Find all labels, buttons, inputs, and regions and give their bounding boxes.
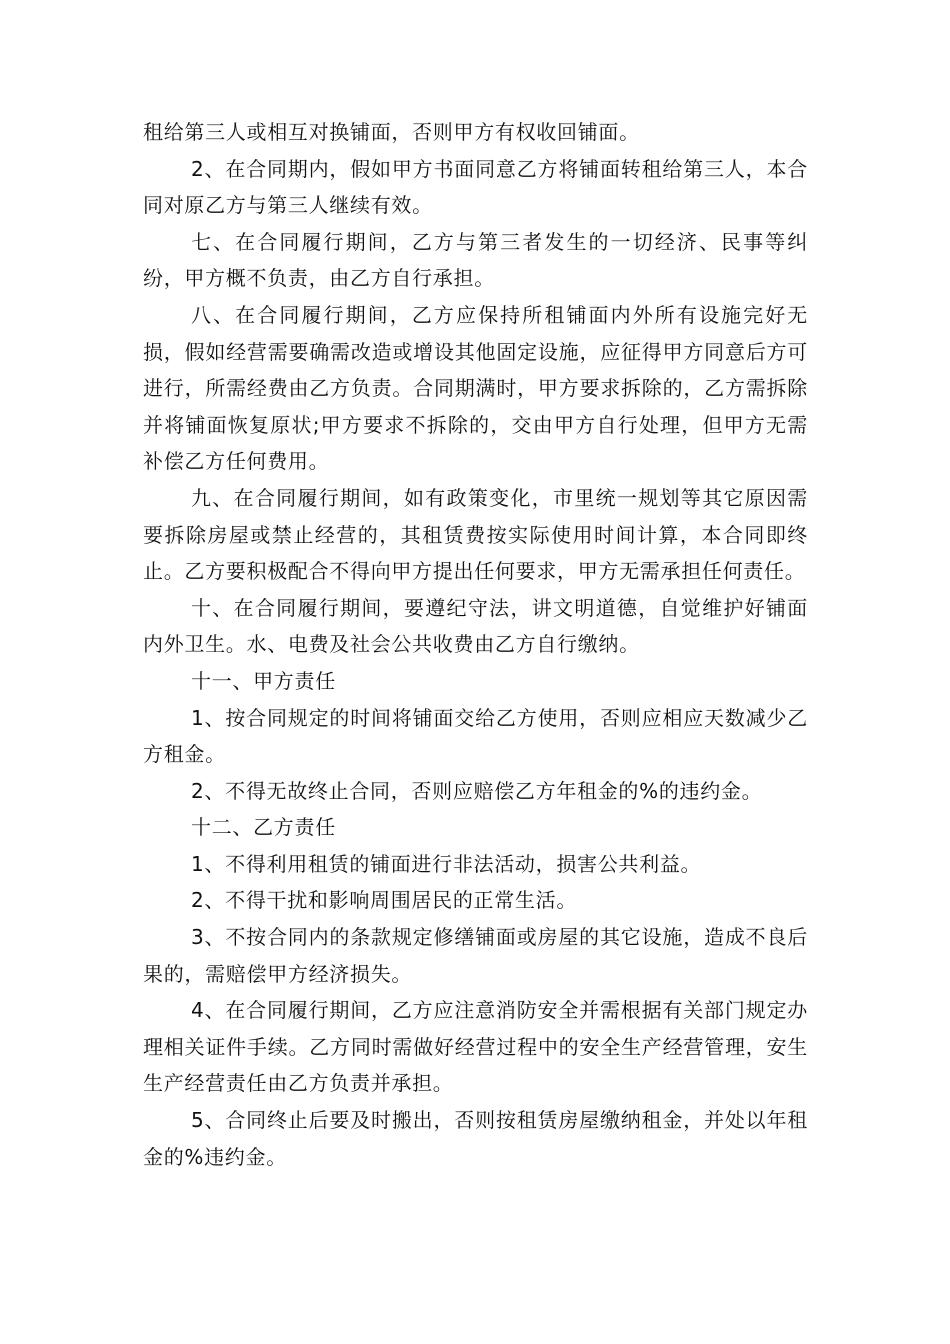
paragraph-sublet-continuation: 租给第三人或相互对换铺面，否则甲方有权收回铺面。 [143, 120, 640, 144]
paragraph-clause-7: 七、在合同履行期间，乙方与第三者发生的一切经济、民事等纠纷，甲方概不负责，由乙方自行承担。 [143, 229, 808, 291]
paragraph-sublet-consent: 2、在合同期内，假如甲方书面同意乙方将铺面转租给第三人，本合同对原乙方与第三人继续有效。 [143, 156, 808, 218]
paragraph-clause-11-item-2: 2、不得无故终止合同，否则应赔偿乙方年租金的%的违约金。 [191, 778, 763, 803]
contract-body [143, 114, 808, 1175]
heading-clause-12: 十二、乙方责任 [191, 815, 336, 840]
heading-clause-11: 十一、甲方责任 [191, 668, 336, 693]
paragraph-clause-11-item-1: 1、按合同规定的时间将铺面交给乙方使用，否则应相应天数减少乙方租金。 [143, 705, 808, 767]
paragraph-clause-12-item-1: 1、不得利用租赁的铺面进行非法活动，损害公共利益。 [191, 851, 702, 876]
paragraph-clause-12-item-4: 4、在合同履行期间，乙方应注意消防安全并需根据有关部门规定办理相关证件手续。乙方同时需做好经营过程中的安全生产经营管理，安生生产经营责任由乙方负责并承担。 [143, 998, 808, 1096]
paragraph-clause-12-item-3: 3、不按合同内的条款规定修缮铺面或房屋的其它设施，造成不良后果的，需赔偿甲方经济损失。 [143, 925, 808, 986]
paragraph-clause-12-item-2: 2、不得干扰和影响周围居民的正常生活。 [191, 888, 578, 913]
paragraph-clause-9: 九、在合同履行期间，如有政策变化，市里统一规划等其它原因需要拆除房屋或禁止经营的，其租赁费按实际使用时间计算，本合同即终止。乙方要积极配合不得向甲方提出任何要求，甲方无需承担任何责任。 [143, 485, 808, 584]
paragraph-clause-10: 十、在合同履行期间，要遵纪守法，讲文明道德，自觉维护好铺面内外卫生。水、电费及社会公共收费由乙方自行缴纳。 [143, 595, 808, 657]
paragraph-clause-8: 八、在合同履行期间，乙方应保持所租铺面内外所有设施完好无损，假如经营需要确需改造或增设其他固定设施，应征得甲方同意后方可进行，所需经费由乙方负责。合同期满时，甲方要求拆除的，乙方需拆除并将铺面恢复原状;甲方要求不拆除的，交由甲方自行处理，但甲方无需补偿乙方任何费用。 [143, 302, 808, 474]
paragraph-clause-12-item-5: 5、合同终止后要及时搬出，否则按租赁房屋缴纳租金，并处以年租金的%违约金。 [143, 1108, 808, 1169]
